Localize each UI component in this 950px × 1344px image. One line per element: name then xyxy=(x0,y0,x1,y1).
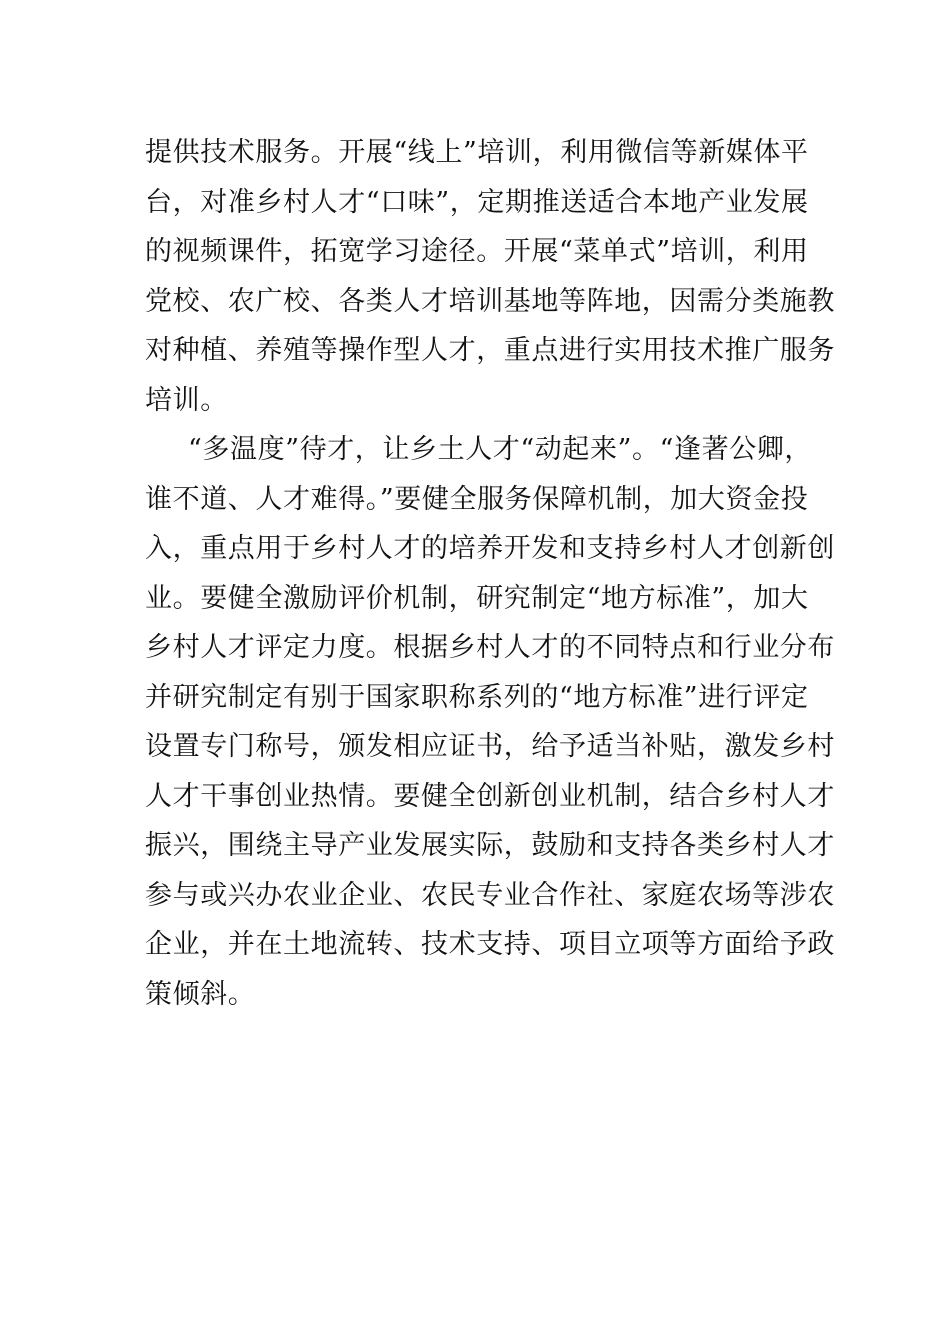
paragraph-1 xyxy=(145,128,835,425)
text-line: 对种植、养殖等操作型人才，重点进行实用技术推广服务 xyxy=(145,335,835,366)
text-line: 参与或兴办农业企业、农民专业合作社、家庭农场等涉农 xyxy=(145,879,835,911)
document-body xyxy=(145,128,835,1019)
text-line: 策倾斜。 xyxy=(145,978,256,1010)
text-line: 并研究制定有别于国家职称系列的“地方标准”进行评定 xyxy=(145,681,809,713)
paragraph-2 xyxy=(145,425,835,1019)
text-line: 设置专门称号，颁发相应证书，给予适当补贴，激发乡村 xyxy=(145,731,835,762)
text-line: “多温度”待才，让乡土人才“动起来”。“逢著公卿， xyxy=(188,434,813,465)
text-line: 台，对准乡村人才“口味”，定期推送适合本地产业发展 xyxy=(145,186,809,218)
text-line: 党校、农广校、各类人才培训基地等阵地，因需分类施教 xyxy=(145,285,835,317)
text-line: 培训。 xyxy=(145,384,228,416)
text-line: 人才干事创业热情。要健全创新创业机制，结合乡村人才 xyxy=(145,780,835,812)
text-line: 入，重点用于乡村人才的培养开发和支持乡村人才创新创 xyxy=(145,533,835,564)
text-line: 的视频课件，拓宽学习途径。开展“菜单式”培训，利用 xyxy=(145,236,809,267)
text-line: 振兴，围绕主导产业发展实际，鼓励和支持各类乡村人才 xyxy=(145,830,835,861)
text-line: 业。要健全激励评价机制，研究制定“地方标准”，加大 xyxy=(145,582,809,614)
text-line: 乡村人才评定力度。根据乡村人才的不同特点和行业分布 xyxy=(145,632,835,663)
text-line: 企业，并在土地流转、技术支持、项目立项等方面给予政 xyxy=(145,929,835,960)
text-line: 提供技术服务。开展“线上”培训，利用微信等新媒体平 xyxy=(145,137,809,168)
text-line: 谁不道、人才难得。”要健全服务保障机制，加大资金投 xyxy=(145,483,809,515)
